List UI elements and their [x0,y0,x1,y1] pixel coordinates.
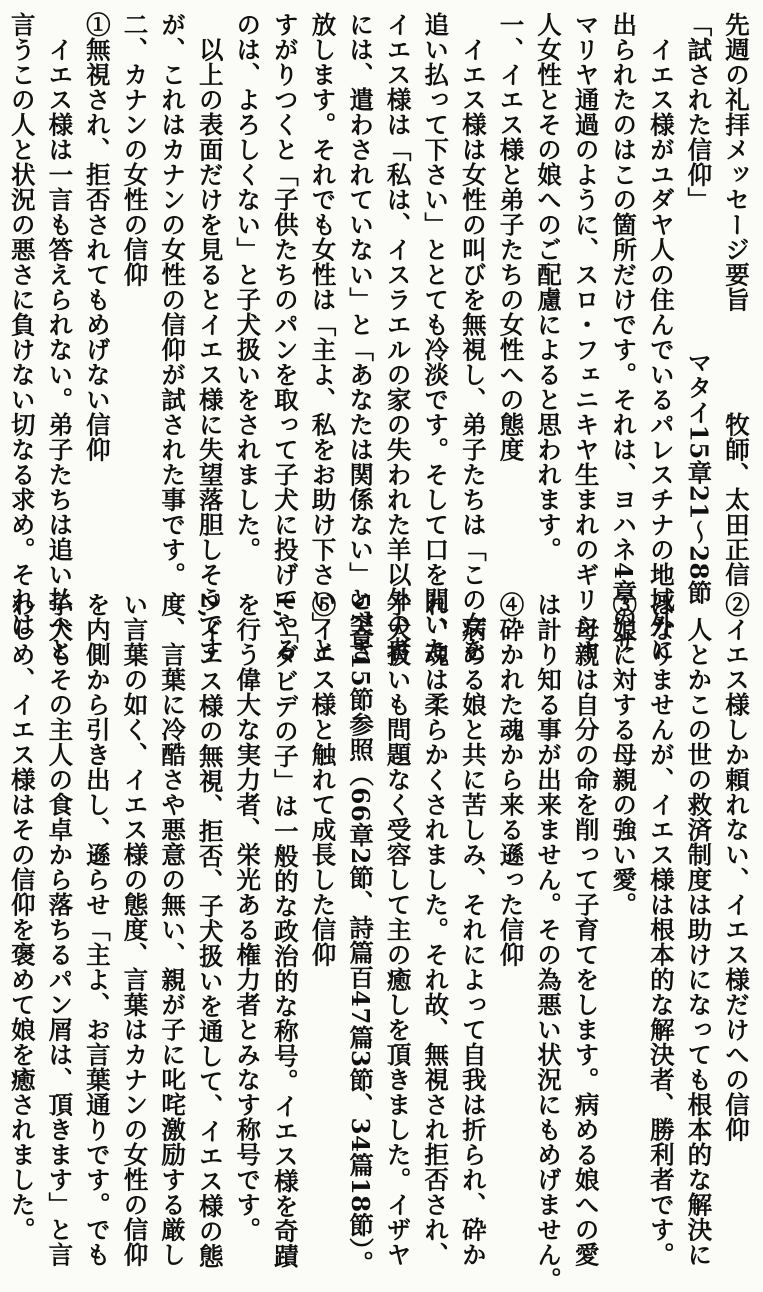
bottom-line: はなりませんが、イエス様は根本的な解決者、勝利者です。 [646,592,676,1267]
bottom-line: を内側から引き出し、遜らせ「主よ、お言葉通りです。でも [82,592,112,1267]
top-line: イエス様は女性の叫びを無視し、弟子たちは「この女を [458,36,488,662]
top-line: 放します。それでも女性は「主よ、私をお助け下さい」と [308,12,338,662]
top-line: 「試された信仰」 マタイ15章21～28節 [684,12,714,606]
bottom-line: ④砕かれた魂から来る遜った信仰 [496,592,526,967]
bottom-line: わしめ、イエス様はその信仰を褒めて娘を癒されました。 [7,592,37,1242]
bottom-line: 人とかこの世の救済制度は助けになっても根本的な解決に [684,616,714,1267]
top-line: イエス様は「私は、イスラエルの家の失われた羊以外の者 [383,12,413,662]
bottom-line: れ、魂は柔らかくされました。それ故、無視され拒否され、 [421,592,451,1267]
bottom-line: 57章15節参照（66章2節、詩篇百47篇3節、34篇18節）。 [346,592,376,1276]
bottom-line: を行う偉大な実力者、栄光ある権力者とみなす称号です。 [233,592,263,1242]
top-line: 以上の表面だけを見るとイエス様に失望落胆しそうです [195,36,225,662]
top-line: イエス様がユダヤ人の住んでいるパレスチナの地域外に [646,36,676,662]
bottom-line: 1,「ダビデの子」は一般的な政治的な称号。イエス様を奇蹟 [270,592,300,1269]
top-line: のは、よろしくない」と子犬扱いをされました。 [233,12,263,562]
bottom-line: 度、言葉に冷酷さや悪意の無い、親が子に叱咤激励する厳し [158,592,188,1267]
top-line: すがりつくと「子供たちのパンを取って子犬に投げてやる [270,12,300,662]
top-text-block [5,12,755,662]
bottom-line: ②イエス様しか頼れない、イエス様だけへの信仰 [722,592,751,1142]
bottom-line: ⑤イエス様と触れて成長した信仰 [308,592,338,967]
bottom-line: い言葉の如く、イエス様の態度、言葉はカナンの女性の信仰 [120,592,150,1267]
bottom-line: 子犬扱いも問題なく受容して主の癒しを頂きました。イザヤ [383,592,413,1267]
top-line: 出られたのはこの箇所だけです。それは、ヨハネ4章のサ [609,12,639,655]
bottom-line: 母親は自分の命を削って子育てをします。病める娘への愛 [571,616,601,1267]
bottom-line: は計り知る事が出来ません。その為悪い状況にもめげません。 [534,592,564,1292]
bottom-line: 子犬もその主人の食卓から落ちるパン屑は、頂きます」と言 [45,592,75,1267]
top-line: 言うこの人と状況の悪さに負けない切なる求め。それは [7,12,37,637]
bottom-line: 病める娘と共に苦しみ、それによって自我は折られ、砕か [458,616,488,1267]
top-line: 二、カナンの女性の信仰 [120,12,150,287]
top-line: 先週の礼拝メッセージ要旨 牧師、太田正信 [722,12,751,587]
section-divider [0,579,763,580]
bottom-line: 2,イエス様の無視、拒否、子犬扱いを通して、イエス様の態 [195,592,225,1269]
bottom-text-block [5,592,755,1292]
top-line: が、これはカナンの女性の信仰が試された事です。 [158,12,188,587]
top-line: には、遣わされていない」と「あなたは関係ない」と突き [346,12,376,662]
top-line: 一、イエス様と弟子たちの女性への態度 [496,12,526,462]
bottom-line: ③娘に対する母親の強い愛。 [609,592,639,917]
top-line: イエス様は一言も答えられない。弟子たちは追い払へと [45,36,75,662]
top-line: 追い払って下さい」ととても冷淡です。そして口を開いた [421,12,451,662]
top-line: ①無視され、拒否されてもめげない信仰 [82,12,112,462]
top-line: 人女性とその娘へのご配慮によると思われます。 [534,12,564,562]
top-line: マリヤ通過のように、スロ・フェニキヤ生まれのギリシャ [571,12,601,662]
